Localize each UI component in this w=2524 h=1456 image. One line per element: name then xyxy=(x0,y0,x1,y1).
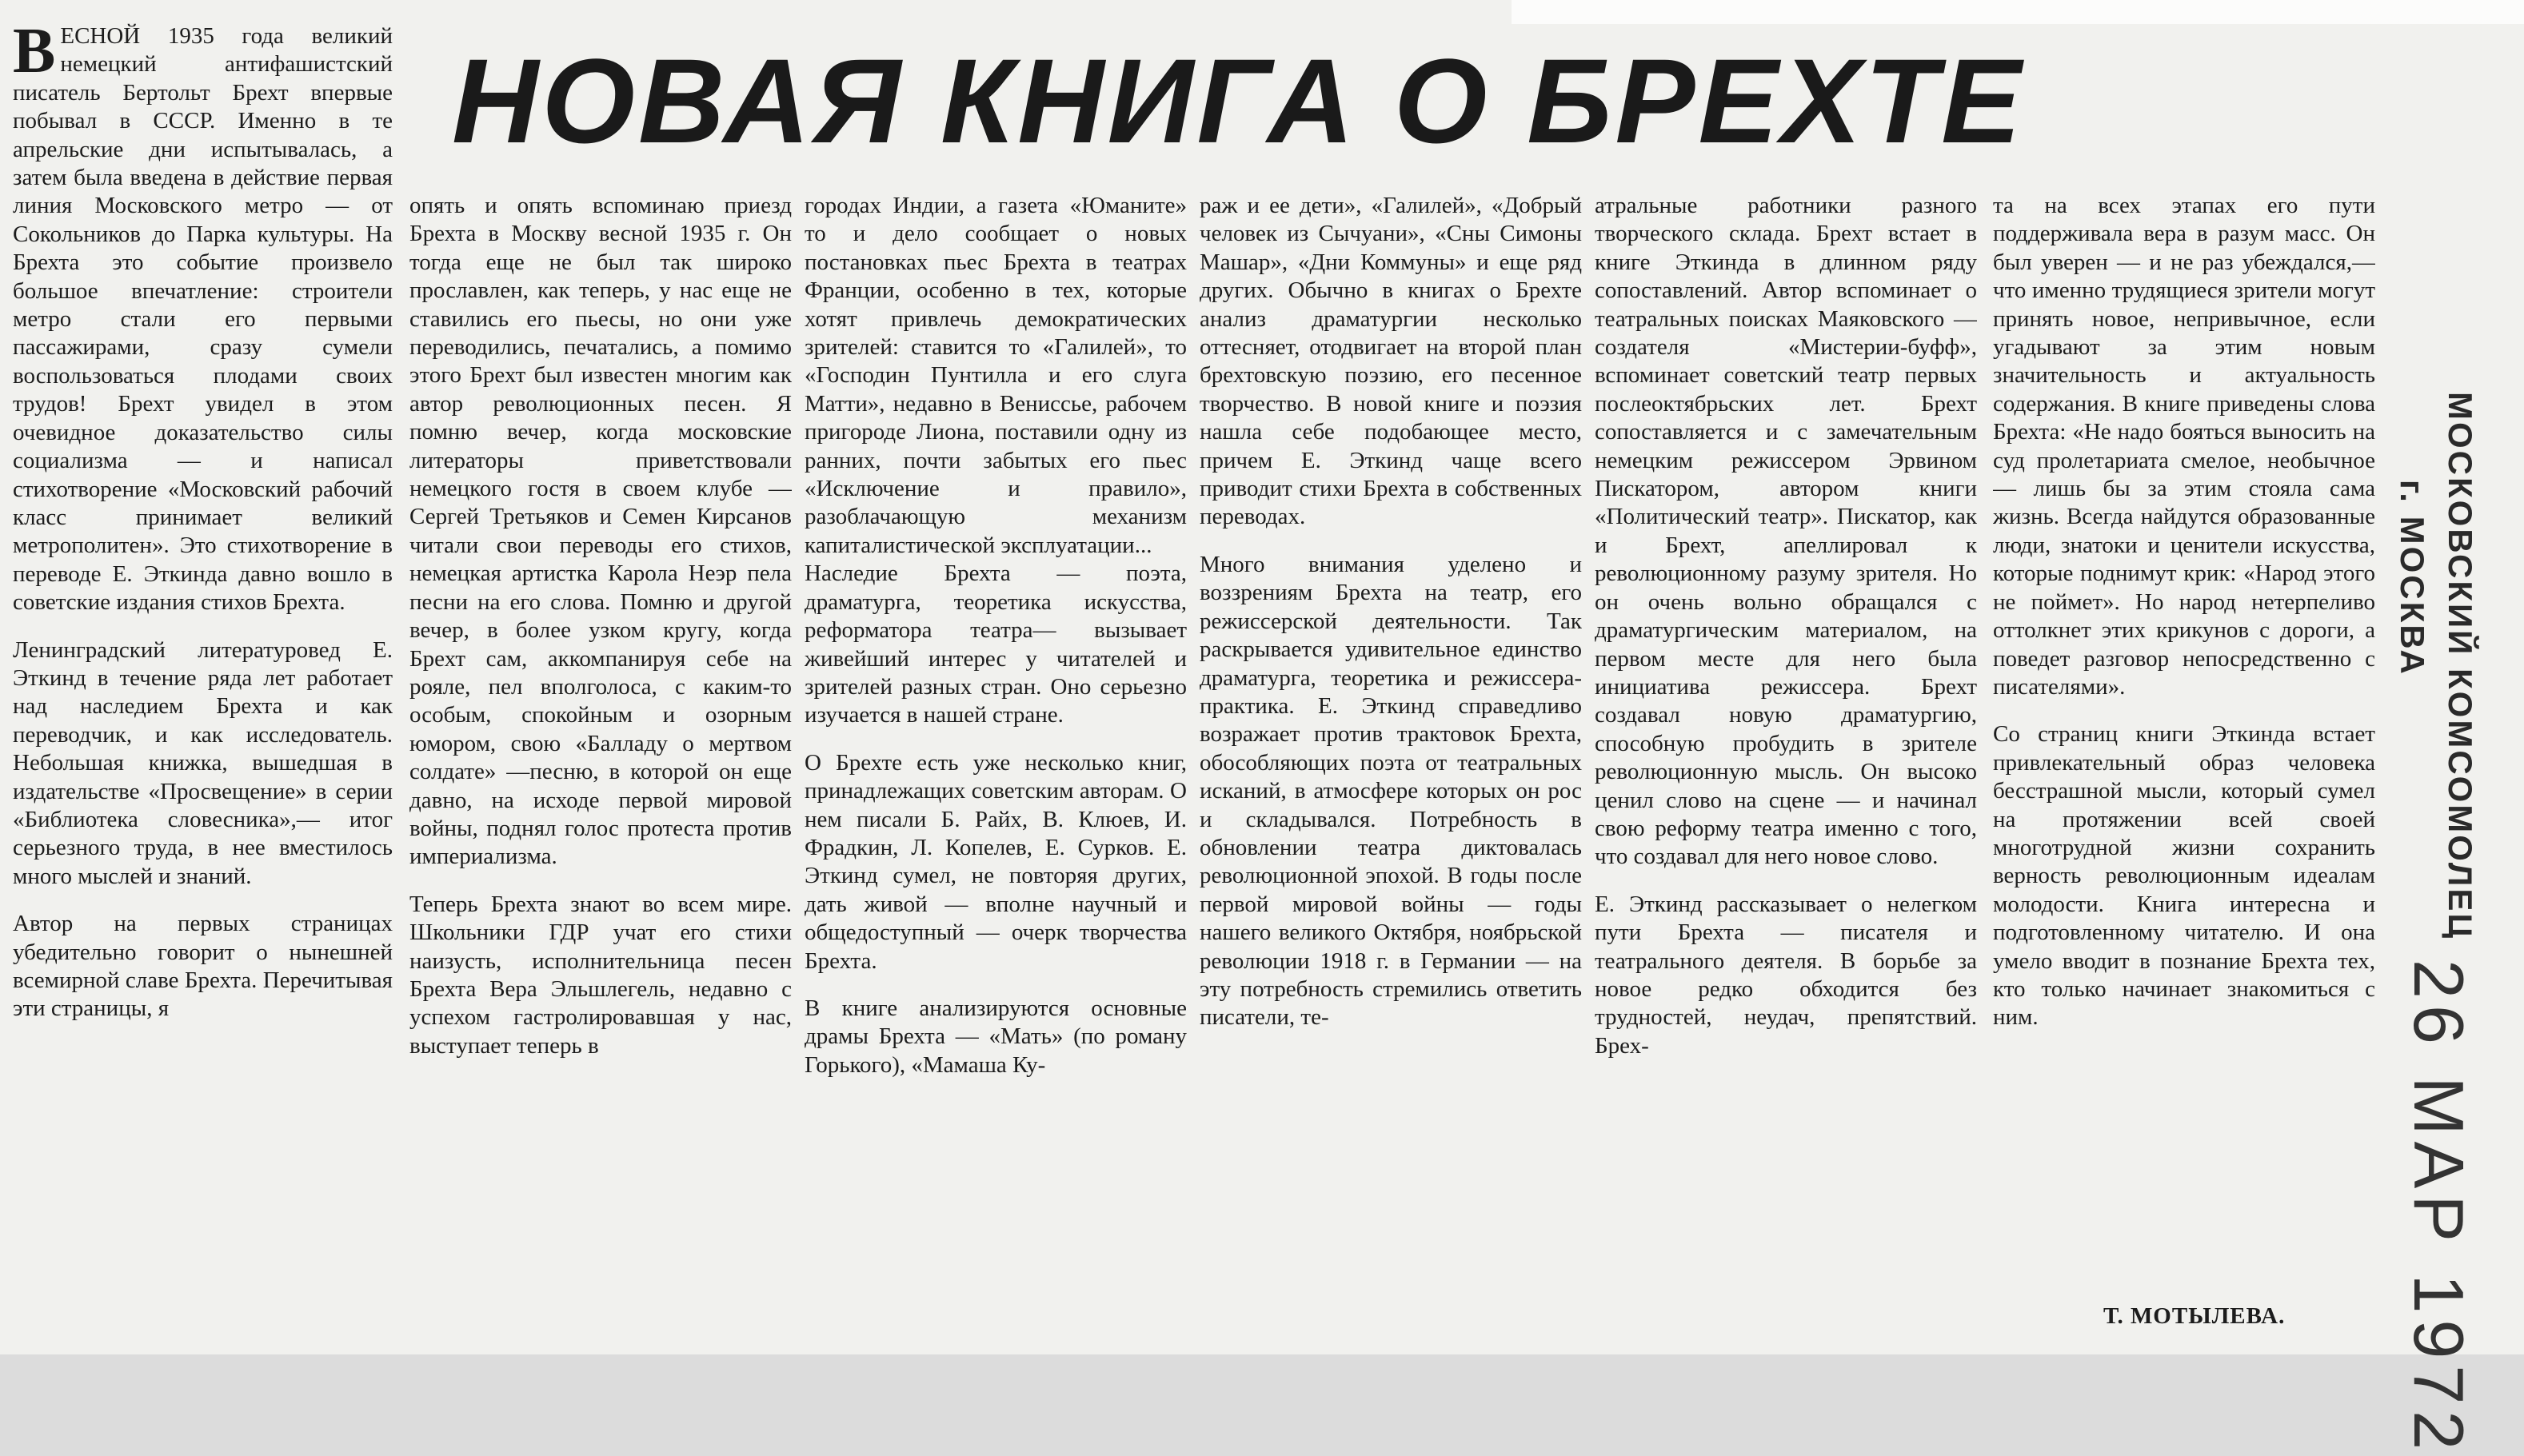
paragraph: Со страниц книги Эткинда встает привлекательный образ человека бесстрашной мысли, который сумел на протяжении всей своей многотрудной жизни сохранить верность революционным идеалам молодости. Книга интересна и подготовленному читателю. И она умело вводит в познание Брехта тех, кто только начинает знакомиться с ним. xyxy=(1993,721,2375,1031)
article-column-3 xyxy=(805,192,1187,1351)
newspaper-name-stamp: МОСКОВСКИЙ КОМСОМОЛЕЦ xyxy=(2442,392,2479,941)
paragraph: Автор на первых страницах убедительно говорит о нынешней всемирной славе Брехта. Перечитывая эти страницы, я xyxy=(13,911,393,1022)
paragraph: Много внимания уделено и воззрениям Брехта на театр, его режиссерской деятельности. Так раскрывается удивительное единство драматурга, теоретика и режиссера-практика. Е. Эткинд справедливо возражает против трактовок Брехта, обособляющих поэта от театральных исканий, в атмосфере которых он рос и складывался. Потребность в обновлении театра диктовалась революционной эпохой. В годы после первой мировой войны — годы нашего великого Октября, ноябрьской революции 1918 г. в Германии — на эту потребность стремились ответить писатели, те- xyxy=(1200,551,1582,1031)
paragraph: ЕСНОЙ 1935 года великий немецкий антифашистский писатель Бертольт Брехт впервые побывал в СССР. Именно в те апрельские дни испытывалась, а затем была введена в действие первая линия Московского метро — от Сокольников до Парка культуры. На Брехта это событие произвело большое впечатление: строители метро стали его первыми пассажирами, сразу сумели воспользоваться плодами своих трудов! Брехт увидел в этом очевидное доказательство силы социализма — и написал стихотворение «Московский рабочий класс принимает великий метрополитен». Это стихотворение в переводе Е. Эткинда давно вошло в советские издания стихов Брехта. xyxy=(13,23,393,616)
paragraph: атральные работники разного творческого склада. Брехт встает в книге Эткинда в длинном ряду сопоставлений. Автор вспоминает о театральных поисках Маяковского — создателя «Мистерии-буфф», вспоминает советский театр первых послеоктябрьских лет. Брехт сопоставляется и с замечательным немецким режиссером Эрвином Пискатором, автором книги «Политический театр». Пискатор, как и Брехт, апеллировал к революционному разуму зрителя. Но он очень вольно обращался с драматургическим материалом, на первом месте для него была инициатива режиссера. Брехт создавал новую драматургию, способную пробудить в зрителе революционную мысль. Он высоко ценил слово на сцене — и начинал свою реформу театра именно с того, что создавал для него новое слово. xyxy=(1595,193,1977,870)
article-column-2 xyxy=(409,192,792,1351)
date-stamp: 26 МАР 1972 xyxy=(2399,959,2478,1456)
paragraph: опять и опять вспоминаю приезд Брехта в Москву весной 1935 г. Он тогда еще не был так широко прославлен, как теперь, у нас еще не ставились его пьесы, но они уже переводились, печатались, а помимо этого Брехт был известен многим как автор революционных песен. Я помню вечер, когда московские литераторы приветствовали немецкого гостя в своем клубе — Сергей Третьяков и Семен Кирсанов читали свои переводы его стихов, немецкая артистка Карола Неэр пела песни на его слова. Помню и другой вечер, в более узком кругу, когда Брехт сам, аккомпанируя себе на рояле, пел вполголоса, с каким-то особым, спокойным и озорным юмором, свою «Балладу о мертвом солдате» —песню, в которой он еще давно, на исходе первой мировой войны, поднял голос протеста против империализма. xyxy=(409,193,792,870)
author-signature: Т. МОТЫЛЕВА. xyxy=(2103,1303,2286,1329)
article-headline: НОВАЯ КНИГА О БРЕХТЕ xyxy=(452,34,2025,168)
drop-cap: В xyxy=(13,22,56,86)
article-column-5 xyxy=(1595,192,1977,1351)
paragraph: Теперь Брехта знают во всем мире. Школьники ГДР учат его стихи наизусть, исполнительница песен Брехта Вера Эльшлегель, недавно с успехом гастролировавшая у нас, выступает теперь в xyxy=(409,891,792,1059)
paragraph: та на всех этапах его пути поддерживала вера в разум масс. Он был уверен — и не раз убеждался,— что именно трудящиеся зрители могут принять новое, непривычное, если угадывают за этим новым значительность и актуальность содержания. В книге приведены слова Брехта: «Не надо бояться выносить на суд пролетариата смелое, необычное — лишь бы за этим стояла сама жизнь. Всегда найдутся образованные люди, знатоки и ценители искусства, которые поднимут крик: «Народ этого не поймет». Но народ нетерпеливо оттолкнет этих крикунов с дороги, а поведет разговор непосредственно с писателями». xyxy=(1993,193,2375,700)
paragraph: О Брехте есть уже несколько книг, принадлежащих советским авторам. О нем писали Б. Райх, В. Клюев, И. Фрадкин, Л. Копелев, Е. Сурков. Е. Эткинд сумел, не повторяя других, дать живой — вполне научный и общедоступный — очерк творчества Брехта. xyxy=(805,749,1187,974)
paragraph: городах Индии, а газета «Юманите» то и дело сообщает о новых постановках пьес Брехта в театрах Франции, особенно в тех, которые хотят привлечь демократических зрителей: ставится то «Галилей», то «Господин Пунтилла и его слуга Матти», недавно в Венисcье, рабочем пригороде Лиона, поставили одну из ранних, почти забытых его пьес «Исключение и правило», разоблачающую механизм капиталистической эксплуатации... xyxy=(805,193,1187,558)
article-column-1 xyxy=(13,22,393,1350)
paper-edge xyxy=(1512,0,2524,24)
paragraph: Е. Эткинд рассказывает о нелегком пути Брехта — писателя и театрального деятеля. В борьбе за новое редко обходится без трудностей, неудач, препятствий. Брех- xyxy=(1595,891,1977,1059)
article-column-4 xyxy=(1200,192,1582,1351)
article-column-6 xyxy=(1993,192,2375,1295)
paragraph: Наследие Брехта — поэта, драматурга, теоретика искусства, реформатора театра— вызывает живейший интерес у читателей и зрителей разных стран. Оно серьезно изучается в нашей стране. xyxy=(805,560,1187,728)
paragraph: В книге анализируются основные драмы Брехта — «Мать» (по роману Горького), «Мамаша Ку- xyxy=(805,995,1187,1078)
paragraph: раж и ее дети», «Галилей», «Добрый человек из Сычуани», «Сны Симоны Машар», «Дни Коммуны» и еще ряд других. Обычно в книгах о Брехте анализ драматургии несколько оттесняет, отодвигает на второй план брехтовскую поэзию, его песенное творчество. В новой книге и поэзия нашла себе подобающее место, причем Е. Эткинд чаще всего приводит стихи Брехта в собственных переводах. xyxy=(1200,193,1582,530)
paragraph: Ленинградский литературовед Е. Эткинд в течение ряда лет работает над наследием Брехта и как переводчик, и как исследователь. Небольшая книжка, вышедшая в издательстве «Просвещение» в серии «Библиотека словесника»,— итог серьезного труда, в нее вместилось много мыслей и знаний. xyxy=(13,636,393,889)
city-stamp: г. МОСКВА xyxy=(2394,480,2431,676)
